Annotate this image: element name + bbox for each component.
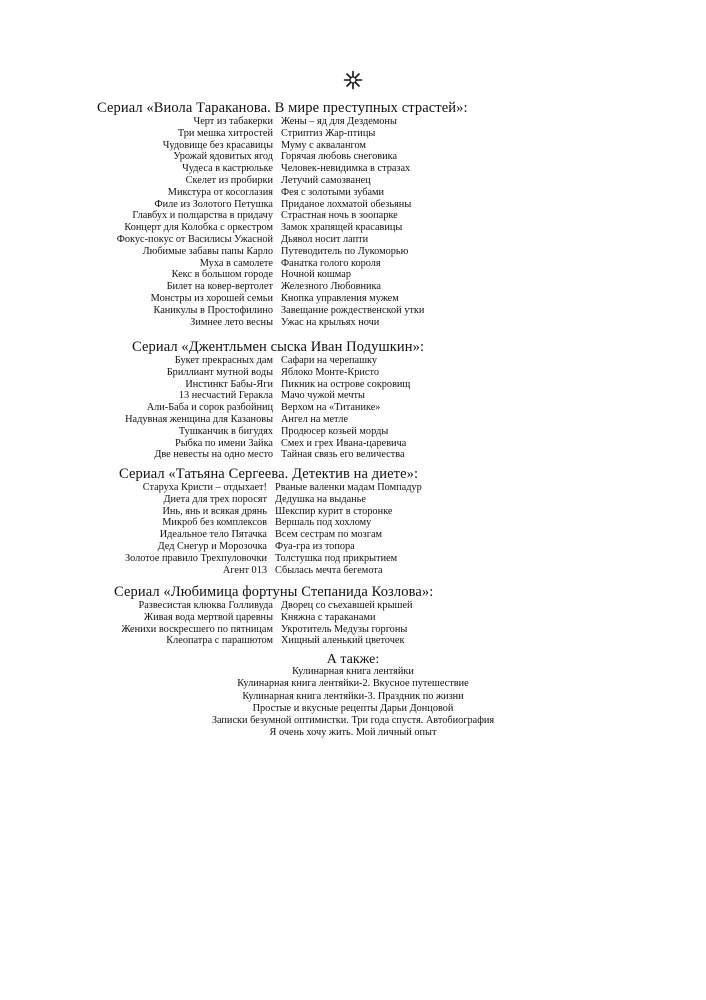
book-title-left: Букет прекрасных дам xyxy=(174,355,273,366)
book-row xyxy=(0,367,706,379)
book-title-right: Муму с аквалангом xyxy=(281,139,366,151)
book-title-left: Али-Баба и сорок разбойниц xyxy=(146,402,273,414)
book-row xyxy=(0,128,706,140)
book-row xyxy=(0,612,706,624)
book-row xyxy=(0,414,706,426)
book-title-left: Идеальное тело Пятачка xyxy=(159,529,267,541)
book-title-right: Фея с золотыми зубами xyxy=(281,186,385,198)
book-title-right: Завещание рождественской утки xyxy=(281,304,425,316)
book-title-left: Тушканчик в бигудях xyxy=(178,425,273,437)
also-item: Простые и вкусные рецепты Дарьи Донцовой xyxy=(252,702,454,714)
book-title-right: Замок храпящей красавицы xyxy=(281,222,403,234)
book-title-left: Агент 013 xyxy=(222,564,267,576)
book-title-left: Инстинкт Бабы-Яги xyxy=(185,378,273,390)
book-title-right: Толстушка под прикрытием xyxy=(275,552,398,564)
book-title-left: Муха в самолете xyxy=(199,257,273,269)
book-title-right: Приданое лохматой обезьяны xyxy=(281,198,412,210)
book-title-left: Концерт для Колобка с оркестром xyxy=(124,222,273,234)
also-item: Я очень хочу жить. Мой личный опыт xyxy=(269,727,437,739)
book-title-left: Зимнее лето весны xyxy=(190,316,273,328)
book-title-left: Инь, янь и всякая дрянь xyxy=(162,505,267,517)
book-title-left: Чудовище без красавицы xyxy=(162,139,273,151)
book-title-right: Ужас на крыльях ночи xyxy=(281,316,380,328)
book-title-right: Кнопка управления мужем xyxy=(281,292,399,304)
book-row xyxy=(0,635,706,647)
book-title-right: Хищный аленький цветочек xyxy=(281,635,405,647)
book-row xyxy=(0,517,706,529)
book-title-left: Микроб без комплексов xyxy=(162,517,267,529)
section-title: Сериал «Татьяна Сергеева. Детектив на диете»: xyxy=(119,466,419,482)
also-list xyxy=(0,666,706,740)
book-row xyxy=(0,258,706,270)
book-title-right: Страстная ночь в зоопарке xyxy=(281,210,398,222)
book-row xyxy=(0,281,706,293)
book-title-left: Золотое правило Трехпуловочки xyxy=(124,552,267,564)
book-title-left: Бриллиант мутной воды xyxy=(166,366,273,378)
book-title-right: Горячая любовь снеговика xyxy=(281,151,398,163)
book-row xyxy=(0,222,706,234)
book-title-left: Живая вода мертвой царевны xyxy=(143,611,273,623)
book-title-right: Фанатка голого короля xyxy=(281,257,381,269)
book-row xyxy=(0,293,706,305)
book-title-right: Мачо чужой мечты xyxy=(281,390,365,402)
book-row xyxy=(0,402,706,414)
book-row xyxy=(0,116,706,128)
book-title-left: Кекс в большом городе xyxy=(171,269,273,281)
also-item: Кулинарная книга лентяйки xyxy=(292,666,414,677)
book-title-right: Ночной кошмар xyxy=(281,269,351,281)
book-title-left: Надувная женщина для Казановы xyxy=(125,413,273,425)
book-title-right: Дедушка на выданье xyxy=(275,493,366,505)
book-title-left: Каникулы в Простофилино xyxy=(153,304,273,316)
book-row xyxy=(0,529,706,541)
book-row xyxy=(0,506,706,518)
book-row xyxy=(0,199,706,211)
book-title-left: Микстура от косоглазия xyxy=(167,186,273,198)
book-row xyxy=(0,187,706,199)
book-title-left: Старуха Кристи – отдыхает! xyxy=(142,482,267,493)
book-title-right: Верхом на «Титанике» xyxy=(281,402,381,414)
also-item: Кулинарная книга лентяйки-2. Вкусное путешествие xyxy=(237,678,469,690)
book-title-left: Филе из Золотого Петушка xyxy=(154,198,273,210)
book-row xyxy=(0,482,706,494)
book-row xyxy=(0,305,706,317)
book-title-left: Дед Снегур и Морозочка xyxy=(157,540,267,552)
book-row xyxy=(0,541,706,553)
also-item: Записки безумной оптимистки. Три года спустя. Автобиография xyxy=(211,715,495,727)
book-title-right: Продюсер козьей морды xyxy=(281,425,389,437)
book-title-right: Смех и грех Ивана-царевича xyxy=(281,437,407,449)
book-title-right: Сафари на черепашку xyxy=(281,355,378,366)
book-title-left: Женихи воскресшего по пятницам xyxy=(121,623,273,635)
book-title-left: Любимые забавы папы Карло xyxy=(142,245,273,257)
book-title-right: Человек-невидимка в стразах xyxy=(281,163,411,175)
book-title-left: Рыбка по имени Зайка xyxy=(175,437,273,449)
book-row xyxy=(0,210,706,222)
book-title-left: Три мешка хитростей xyxy=(177,127,273,139)
book-title-right: Вершаль под хохлому xyxy=(275,517,372,529)
book-row xyxy=(0,151,706,163)
book-title-right: Путеводитель по Лукоморью xyxy=(281,245,409,257)
book-title-right: Княжна с тараканами xyxy=(281,611,376,623)
book-title-right: Летучий самозванец xyxy=(281,174,371,186)
book-title-right: Всем сестрам по мозгам xyxy=(275,529,383,541)
book-title-right: Укротитель Медузы горгоны xyxy=(281,623,408,635)
book-title-left: Урожай ядовитых ягод xyxy=(173,151,273,163)
section-title: Сериал «Виола Тараканова. В мире преступных страстей»: xyxy=(97,100,468,116)
book-row xyxy=(0,494,706,506)
book-row xyxy=(0,390,706,402)
book-row xyxy=(0,355,706,367)
section-title: Сериал «Любимица фортуны Степанида Козлова»: xyxy=(114,584,434,600)
book-title-right: Жены – яд для Дездемоны xyxy=(281,116,397,127)
book-row xyxy=(0,438,706,450)
book-row xyxy=(0,565,706,577)
book-title-right: Фуа-гра из топора xyxy=(275,540,355,552)
book-row xyxy=(0,246,706,258)
book-row xyxy=(0,426,706,438)
book-row xyxy=(0,175,706,187)
book-title-left: Монстры из хорошей семьи xyxy=(150,292,273,304)
book-row xyxy=(0,449,706,461)
book-title-right: Сбылась мечта бегемота xyxy=(275,564,383,576)
book-title-right: Пикник на острове сокровищ xyxy=(281,378,411,390)
book-title-left: Скелет из пробирки xyxy=(185,174,273,186)
book-title-left: Билет на ковер-вертолет xyxy=(166,281,273,293)
book-title-left: 13 несчастий Геракла xyxy=(178,390,273,402)
book-title-left: Диета для трех поросят xyxy=(163,493,267,505)
book-title-right: Железного Любовника xyxy=(281,281,381,293)
book-title-left: Черт из табакерки xyxy=(193,116,273,127)
book-row xyxy=(0,600,706,612)
book-row xyxy=(0,317,706,329)
ornament-icon xyxy=(343,70,363,90)
book-row xyxy=(0,624,706,636)
also-item: Кулинарная книга лентяйки-3. Праздник по жизни xyxy=(242,690,464,702)
book-title-left: Клеопатра с парашютом xyxy=(166,635,273,647)
book-title-right: Стриптиз Жар-птицы xyxy=(281,127,376,139)
book-title-right: Дворец со съехавшей крышей xyxy=(281,600,413,611)
book-title-right: Дьявол носит лапти xyxy=(281,233,369,245)
also-title: А также: xyxy=(326,652,380,667)
book-row xyxy=(0,553,706,565)
book-title-left: Развесистая клюква Голливуда xyxy=(138,600,273,611)
book-row xyxy=(0,269,706,281)
book-row xyxy=(0,234,706,246)
book-title-right: Рваные валенки мадам Помпадур xyxy=(275,482,422,493)
book-row xyxy=(0,140,706,152)
book-title-left: Главбух и полцарства в придачу xyxy=(132,210,273,222)
book-title-right: Шекспир курит в сторонке xyxy=(275,505,393,517)
book-row xyxy=(0,379,706,391)
book-title-left: Фокус-покус от Василисы Ужасной xyxy=(116,233,273,245)
book-title-right: Тайная связь его величества xyxy=(281,449,405,461)
book-title-left: Две невесты на одно место xyxy=(154,449,273,461)
book-title-right: Ангел на метле xyxy=(281,413,349,425)
book-title-right: Яблоко Монте-Кристо xyxy=(281,366,380,378)
book-title-left: Чудеса в кастрюльке xyxy=(182,163,273,175)
book-row xyxy=(0,163,706,175)
section-title: Сериал «Джентльмен сыска Иван Подушкин»: xyxy=(132,339,425,355)
